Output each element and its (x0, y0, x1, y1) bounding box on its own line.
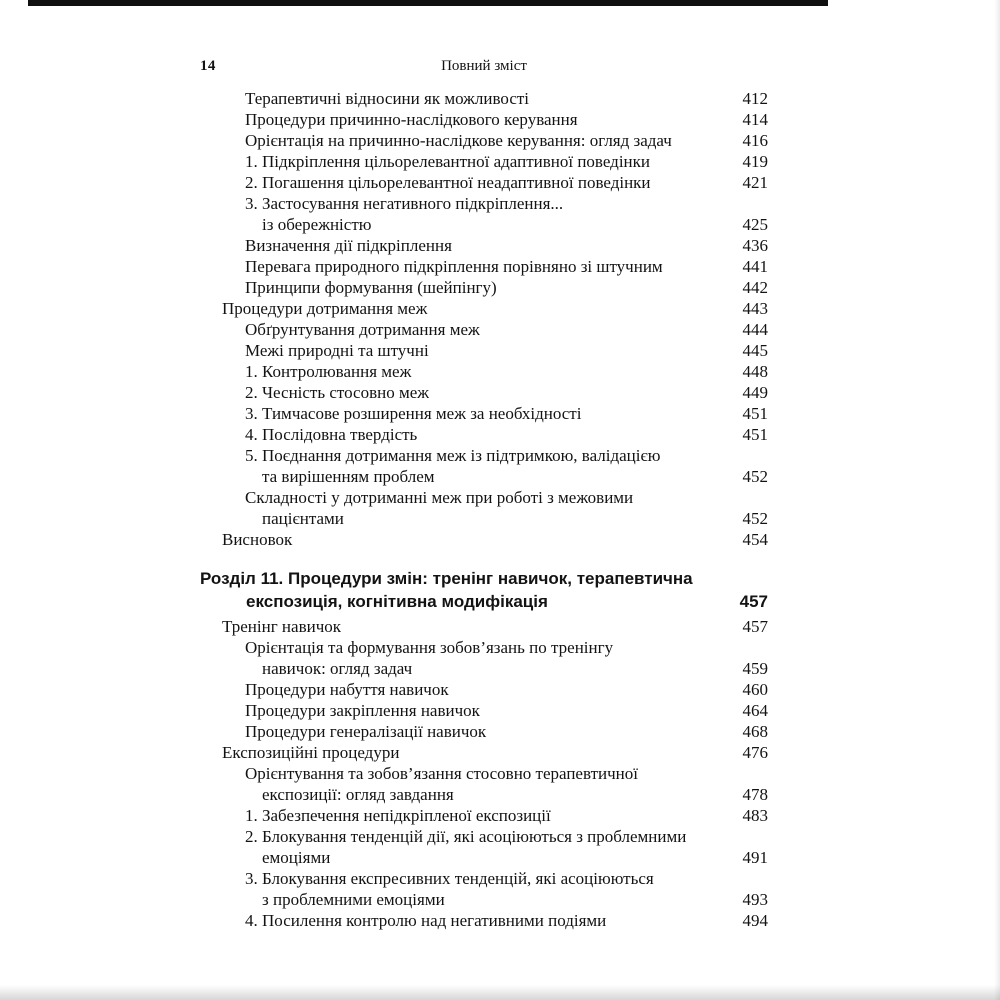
toc-entry-page: 448 (742, 362, 768, 381)
toc-entry (200, 868, 768, 910)
toc-entry (200, 445, 768, 487)
running-title: Повний зміст (441, 58, 527, 74)
toc-entry (200, 361, 768, 382)
toc-entry-title: 2. Погашення цільорелевантної неадаптивної поведінки (245, 173, 651, 192)
toc-entry-page: 478 (742, 785, 768, 804)
toc-entry-page: 460 (742, 680, 768, 699)
toc-entry-page: 419 (742, 152, 768, 171)
scan-edge-top (28, 0, 828, 6)
toc-entry (200, 742, 768, 763)
toc-entry (200, 235, 768, 256)
toc-entry-title: Межі природні та штучні (245, 341, 429, 360)
page-header (200, 57, 768, 76)
toc-entry (200, 805, 768, 826)
toc-entry (200, 637, 768, 679)
toc-entry-page: 436 (742, 236, 768, 255)
toc-entry (200, 298, 768, 319)
toc-entry-page: 451 (742, 404, 768, 423)
toc-list (200, 88, 768, 931)
toc-entry (200, 403, 768, 424)
toc-entry-title: Орієнтація на причинно-наслідкове керування: огляд задач (245, 131, 672, 150)
toc-entry (200, 256, 768, 277)
toc-entry-page: 449 (742, 383, 768, 402)
toc-entry-title: Терапевтичні відносини як можливості (245, 89, 530, 108)
toc-entry-page: 412 (742, 89, 768, 108)
toc-entry-title: 1. Забезпечення непідкріпленої експозиції (245, 806, 551, 825)
page-number: 14 (200, 58, 216, 74)
toc-entry-page: 491 (742, 848, 768, 867)
toc-entry (200, 88, 768, 109)
toc-entry-page: 445 (742, 341, 768, 360)
toc-entry (200, 529, 768, 550)
toc-entry (200, 487, 768, 529)
toc-entry-page: 464 (742, 701, 768, 720)
toc-entry-title: Перевага природного підкріплення порівняно зі штучним (245, 257, 663, 276)
toc-entry-title: Принципи формування (шейпінгу) (245, 278, 497, 297)
toc-entry-title: 4. Посилення контролю над негативними подіями (245, 911, 607, 930)
toc-entry (200, 172, 768, 193)
scan-edge-bottom (0, 985, 1000, 1000)
toc-entry-title: Складності у дотриманні меж при роботі з межовими пацієнтами (245, 488, 634, 528)
toc-entry-title: Процедури набуття навичок (245, 680, 449, 699)
toc-entry (200, 151, 768, 172)
toc-entry-title: Висновок (222, 530, 293, 549)
toc-entry (200, 826, 768, 868)
toc-entry-page: 443 (742, 299, 768, 318)
toc-entry (200, 340, 768, 361)
toc-entry (200, 319, 768, 340)
toc-entry-title: Орієнтування та зобов’язання стосовно терапевтичної експозиції: огляд завдання (245, 764, 638, 804)
toc-entry (200, 763, 768, 805)
toc-entry (200, 721, 768, 742)
toc-entry-title: 3. Застосування негативного підкріплення... із обережністю (245, 194, 564, 234)
toc-entry (200, 910, 768, 931)
toc-entry-page: 483 (742, 806, 768, 825)
toc-entry-page: 452 (742, 509, 768, 528)
toc-entry-title: Обґрунтування дотримання меж (245, 320, 480, 339)
toc-entry-title: Процедури генералізації навичок (245, 722, 487, 741)
toc-entry (200, 679, 768, 700)
toc-entry (200, 109, 768, 130)
toc-entry-title: 3. Тимчасове розширення меж за необхідності (245, 404, 582, 423)
toc-entry-title: 1. Підкріплення цільорелевантної адаптивної поведінки (245, 152, 651, 171)
toc-entry-page: 421 (742, 173, 768, 192)
toc-entry-title: Визначення дії підкріплення (245, 236, 452, 255)
toc-entry (200, 567, 768, 613)
toc-entry (200, 130, 768, 151)
toc-entry (200, 382, 768, 403)
toc-entry-page: 457 (739, 592, 768, 611)
toc-entry-page: 476 (742, 743, 768, 762)
toc-entry-page: 441 (742, 257, 768, 276)
toc-entry-title: Процедури дотримання меж (222, 299, 428, 318)
toc-entry-page: 425 (742, 215, 768, 234)
toc-entry (200, 424, 768, 445)
toc-entry (200, 193, 768, 235)
toc-entry-page: 451 (742, 425, 768, 444)
toc-entry-title: 1. Контролювання меж (245, 362, 412, 381)
toc-entry-title: 5. Поєднання дотримання меж із підтримкою, валідацією та вирішенням проблем (245, 446, 661, 486)
toc-entry (200, 277, 768, 298)
toc-entry-page: 442 (742, 278, 768, 297)
toc-entry-title: 4. Послідовна твердість (245, 425, 418, 444)
scan-edge-right (994, 0, 1000, 1000)
toc-entry-title: Розділ 11. Процедури змін: тренінг навичок, терапевтична експозиція, когнітивна модифікація (200, 569, 693, 611)
toc-entry-title: 2. Чесність стосовно меж (245, 383, 430, 402)
toc-entry-title: Тренінг навичок (222, 617, 341, 636)
toc-entry-title: Орієнтація та формування зобов’язань по тренінгу навичок: огляд задач (245, 638, 614, 678)
toc-entry-page: 494 (742, 911, 768, 930)
toc-entry-title: 2. Блокування тенденцій дії, які асоціюються з проблемними емоціями (245, 827, 687, 867)
toc-entry-page: 493 (742, 890, 768, 909)
toc-entry-page: 444 (742, 320, 768, 339)
toc-entry (200, 616, 768, 637)
toc-entry-title: Процедури закріплення навичок (245, 701, 480, 720)
toc-entry-page: 459 (742, 659, 768, 678)
toc-entry-page: 468 (742, 722, 768, 741)
toc-entry-title: Процедури причинно-наслідкового керування (245, 110, 578, 129)
toc-entry-page: 416 (742, 131, 768, 150)
toc-entry (200, 700, 768, 721)
toc-entry-title: 3. Блокування експресивних тенденцій, які асоціюються з проблемними емоціями (245, 869, 654, 909)
toc-entry-title: Експозиційні процедури (222, 743, 400, 762)
toc-entry-page: 414 (742, 110, 768, 129)
toc-entry-page: 452 (742, 467, 768, 486)
toc-entry-page: 454 (742, 530, 768, 549)
toc-entry-page: 457 (742, 617, 768, 636)
